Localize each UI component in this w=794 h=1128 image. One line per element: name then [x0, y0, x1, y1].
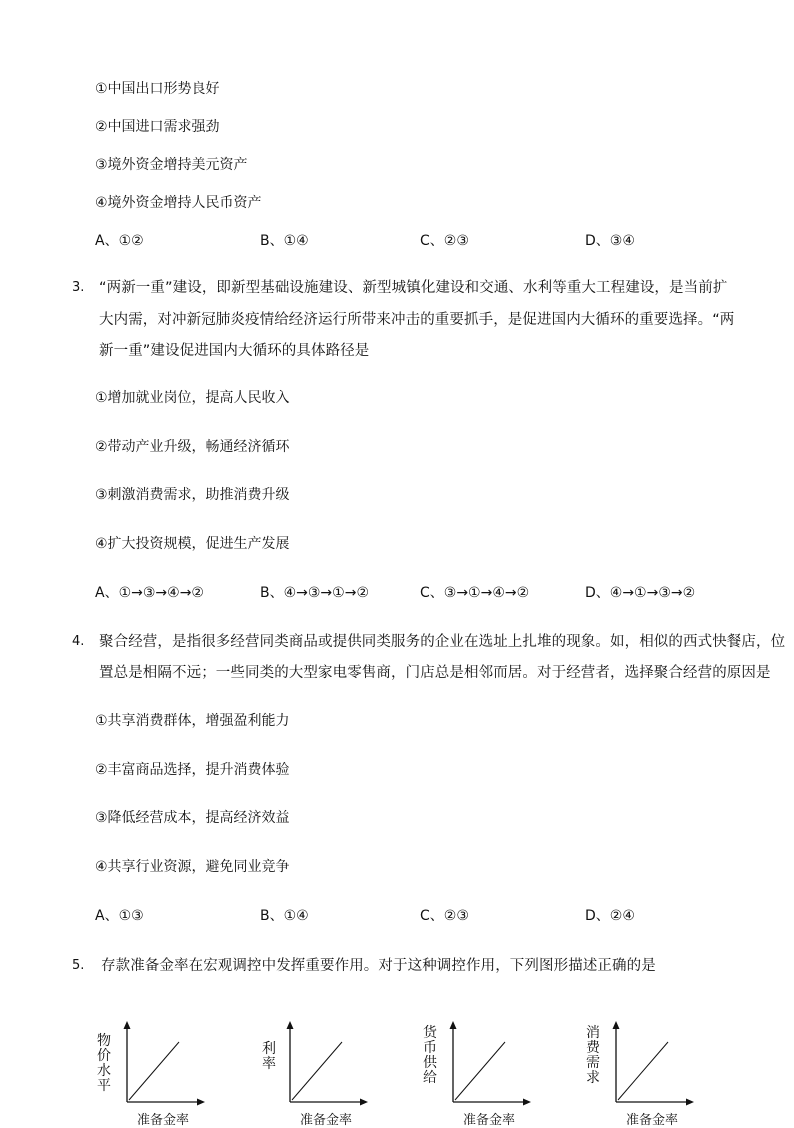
- q2-option-b: B、①④: [260, 233, 309, 249]
- q2-option-d: D、③④: [585, 233, 635, 249]
- q4-statement-4: ④共享行业资源，避免同业竞争: [95, 859, 290, 875]
- q4-option-d: D、②④: [585, 908, 635, 924]
- q3-option-a: A、①→③→④→②: [95, 585, 204, 601]
- q4-option-a: A、①③: [95, 908, 144, 924]
- q3-statement-4: ④扩大投资规模，促进生产发展: [95, 536, 290, 552]
- q4-option-c: C、②③: [420, 908, 469, 924]
- q4-statement-2: ②丰富商品选择，提升消费体验: [95, 762, 290, 778]
- q4-option-b: B、①④: [260, 908, 309, 924]
- q5-graph-1-ylabel: 物价水平: [97, 1033, 111, 1094]
- q5-number: 5.: [72, 958, 85, 973]
- q5-graph-3-xlabel: 准备金率: [463, 1113, 516, 1128]
- q2-statement-1: ①中国出口形势良好: [95, 81, 220, 97]
- q4-statement-1: ①共享消费群体，增强盈利能力: [95, 713, 290, 729]
- q2-statement-2: ②中国进口需求强劲: [95, 119, 220, 135]
- q3-number: 3.: [72, 280, 85, 295]
- q3-statement-2: ②带动产业升级，畅通经济循环: [95, 439, 290, 455]
- q5-graph-2-axes: [258, 1018, 388, 1123]
- q5-graph-1-axes: [95, 1018, 225, 1123]
- q5-graph-3-axes: [421, 1018, 551, 1123]
- q3-option-c: C、③→①→④→②: [420, 585, 530, 601]
- q5-graph-1: [95, 1018, 225, 1128]
- q5-graph-4-ylabel: 消费需求: [586, 1025, 600, 1086]
- q4-statement-3: ③降低经营成本，提高经济效益: [95, 810, 290, 826]
- q5-graph-2-ylabel: 利率: [262, 1041, 276, 1072]
- q2-statement-4: ④境外资金增持人民币资产: [95, 195, 262, 211]
- q3-option-d: D、④→①→③→②: [585, 585, 696, 601]
- q4-number: 4.: [72, 634, 85, 649]
- q3-text-line-2: 大内需，对冲新冠肺炎疫情给经济运行所带来冲击的重要抓手，是促进国内大循环的重要选择。“两: [99, 312, 735, 328]
- q5-graph-2: [258, 1018, 388, 1128]
- q2-statement-3: ③境外资金增持美元资产: [95, 157, 248, 173]
- q4-text-line-2: 置总是相隔不远；一些同类的大型家电零售商，门店总是相邻而居。对于经营者，选择聚合经营的原因是: [99, 665, 771, 681]
- q5-graph-3-ylabel: 货币供给: [423, 1025, 437, 1086]
- q2-option-a: A、①②: [95, 233, 144, 249]
- q3-statement-1: ①增加就业岗位，提高人民收入: [95, 390, 290, 406]
- q3-text-line-3: 新一重”建设促进国内大循环的具体路径是: [99, 343, 370, 359]
- q5-graph-4-xlabel: 准备金率: [626, 1113, 679, 1128]
- q3-option-b: B、④→③→①→②: [260, 585, 369, 601]
- q5-graph-3: [421, 1018, 551, 1128]
- q5-graph-2-xlabel: 准备金率: [300, 1113, 353, 1128]
- q5-graph-4: [584, 1018, 714, 1128]
- q5-text: 存款准备金率在宏观调控中发挥重要作用。对于这种调控作用，下列图形描述正确的是: [101, 958, 656, 974]
- q3-statement-3: ③刺激消费需求，助推消费升级: [95, 487, 290, 503]
- q5-graph-4-axes: [584, 1018, 714, 1123]
- q2-option-c: C、②③: [420, 233, 469, 249]
- q4-text-line-1: 聚合经营，是指很多经营同类商品或提供同类服务的企业在选址上扎堆的现象。如，相似的西式快餐店，位: [99, 634, 786, 650]
- q3-text-line-1: “两新一重”建设，即新型基础设施建设、新型城镇化建设和交通、水利等重大工程建设，是当前扩: [99, 280, 728, 296]
- q5-graph-1-xlabel: 准备金率: [137, 1113, 190, 1128]
